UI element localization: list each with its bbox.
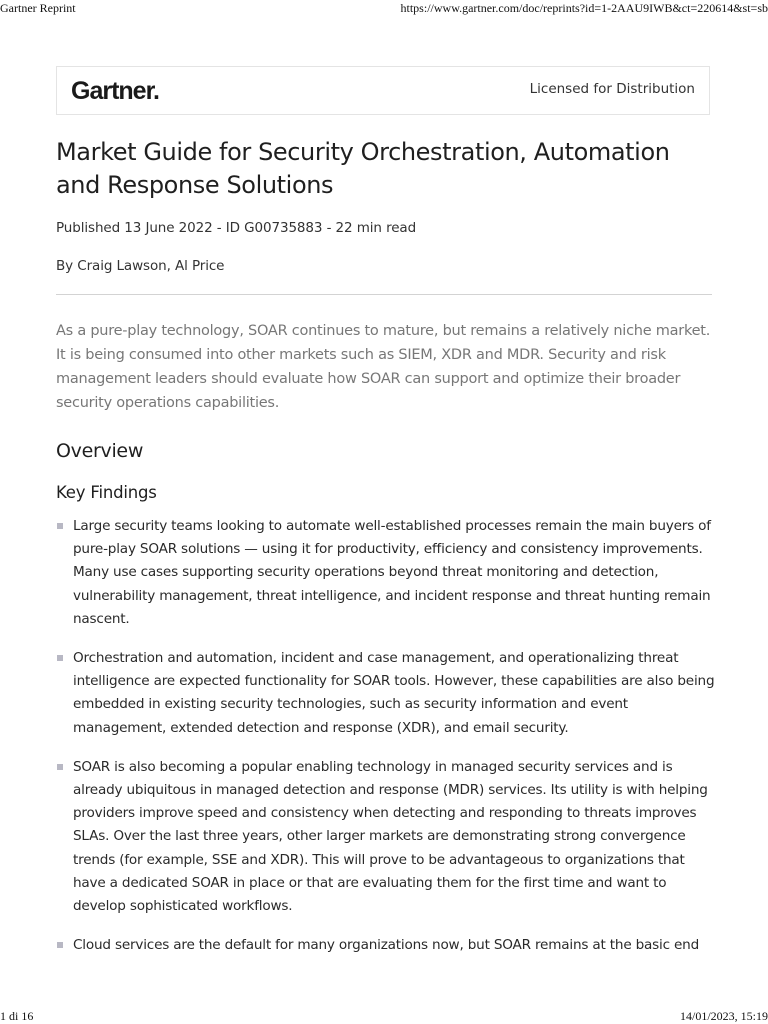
author-line: By Craig Lawson, Al Price	[56, 258, 225, 274]
gartner-header-bar	[56, 66, 710, 115]
key-finding-text: Orchestration and automation, incident and case management, and operationalizing threat intelligence are expected functionality for SOAR tools. However, these capabilities are also being embedded in existing security technologies, such as security information and event management, extended detection and response (XDR), and email security.	[73, 650, 715, 736]
key-finding-item	[56, 647, 716, 740]
square-bullet-icon	[57, 942, 63, 948]
print-header-title: Gartner Reprint	[0, 1, 76, 15]
page-number: 1 di 16	[0, 1009, 34, 1023]
gartner-logo-dot: .	[152, 77, 159, 105]
square-bullet-icon	[57, 523, 63, 529]
key-finding-item	[56, 756, 716, 918]
square-bullet-icon	[57, 764, 63, 770]
key-finding-text: Large security teams looking to automate well-established processes remain the main buyers of pure-play SOAR solutions — using it for productivity, efficiency and consistency improvements. Many use cases supporting security operations beyond threat monitoring and detection, vulnerability management, threat intelligence, and incident response and threat hunting remain nascent.	[73, 518, 711, 627]
key-finding-text: SOAR is also becoming a popular enabling technology in managed security services and is already ubiquitous in managed detection and response (MDR) services. Its utility is with helping providers improve speed and consistency when detecting and responding to threats improves SLAs. Over the last three years, other larger markets are demonstrating strong convergence trends (for example, SSE and XDR). This will prove to be advantageous to organizations that have a dedicated SOAR in place or that are evaluating them for the first time and want to develop sophisticated workflows.	[73, 758, 708, 915]
divider	[56, 294, 712, 295]
publication-meta: Published 13 June 2022 - ID G00735883 - 22 min read	[56, 220, 417, 236]
key-finding-item	[56, 515, 716, 631]
summary-paragraph: As a pure-play technology, SOAR continues to mature, but remains a relatively niche market. It is being consumed into other markets such as SIEM, XDR and MDR. Security and risk management leaders should evaluate how SOAR can support and optimize their broader security operations capabilities.	[56, 323, 711, 411]
print-timestamp: 14/01/2023, 15:19	[679, 1009, 768, 1023]
gartner-logo-text: Gartner	[71, 77, 153, 105]
page-title: Market Guide for Security Orchestration, Automation and Response Solutions	[56, 138, 670, 199]
print-header-url: https://www.gartner.com/doc/reprints?id=1-2AAU9IWB&ct=220614&st=sb	[400, 1, 768, 15]
square-bullet-icon	[57, 655, 63, 661]
key-finding-text: Cloud services are the default for many organizations now, but SOAR remains at the basic end	[73, 937, 700, 954]
print-header	[0, 0, 768, 18]
licensed-for-distribution-label: Licensed for Distribution	[529, 81, 695, 97]
key-findings-list	[56, 515, 716, 973]
key-findings-heading: Key Findings	[56, 483, 157, 502]
overview-heading: Overview	[56, 440, 144, 462]
print-footer	[0, 1009, 768, 1024]
gartner-logo[interactable]	[71, 77, 159, 106]
key-finding-item	[56, 934, 716, 957]
